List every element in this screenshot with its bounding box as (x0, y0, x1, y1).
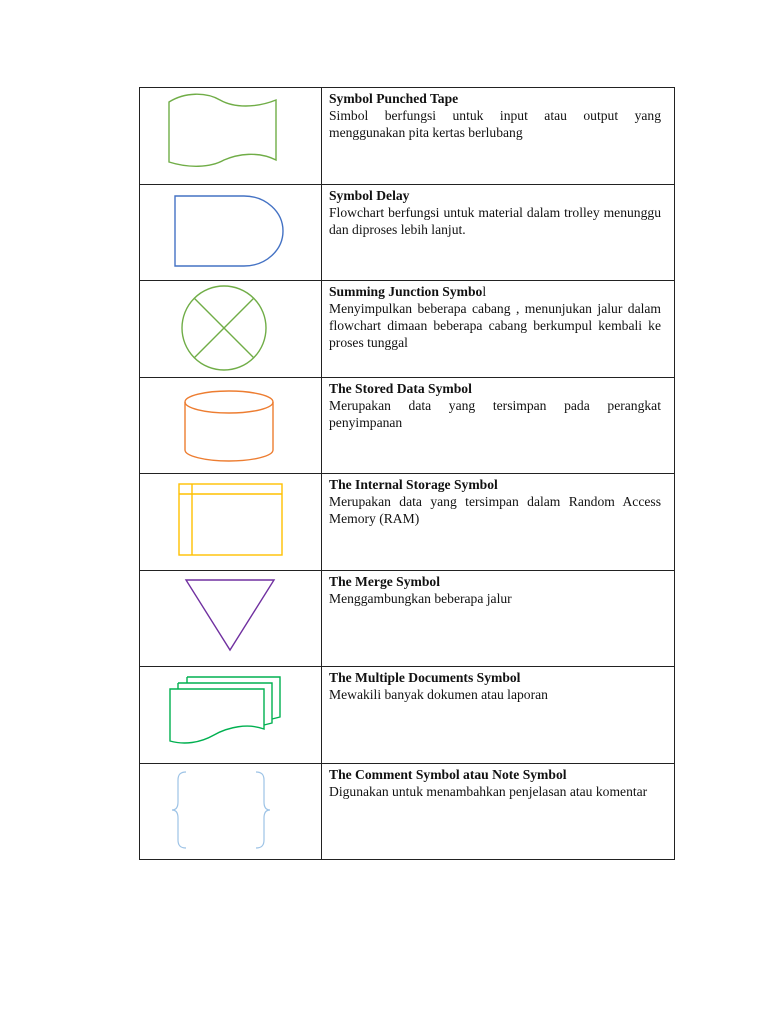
text-cell (322, 474, 675, 571)
text-cell (322, 570, 675, 667)
table-row (140, 474, 675, 571)
symbol-cell (140, 667, 322, 764)
text-cell (322, 88, 675, 185)
row-title-suffix: l (482, 284, 487, 299)
row-title (329, 283, 661, 300)
table-row (140, 570, 675, 667)
delay-icon (140, 185, 321, 279)
row-description: Flowchart berfungsi untuk material dalam trolley menunggu dan diproses lebih lanjut. (329, 204, 661, 237)
symbol-cell (140, 88, 322, 185)
row-title: Symbol Punched Tape (329, 91, 459, 106)
summing-junction-icon (140, 281, 321, 375)
text-cell (322, 184, 675, 281)
internal-storage-icon (140, 474, 321, 568)
row-description: Merupakan data yang tersimpan pada perangkat penyimpanan (329, 397, 661, 430)
table-row (140, 184, 675, 281)
symbol-cell (140, 377, 322, 474)
multiple-documents-icon (140, 667, 321, 761)
row-description: Merupakan data yang tersimpan dalam Random Access Memory (RAM) (329, 494, 661, 526)
row-description: Digunakan untuk menambahkan penjelasan atau komentar (329, 783, 648, 799)
text-cell (322, 377, 675, 474)
text-cell (322, 763, 675, 860)
symbol-table (139, 87, 675, 860)
row-title: Symbol Delay (329, 187, 410, 203)
symbol-cell (140, 570, 322, 667)
merge-icon (140, 571, 321, 665)
row-title: The Stored Data Symbol (329, 380, 472, 396)
row-description: Mewakili banyak dokumen atau laporan (329, 687, 548, 702)
table-row (140, 377, 675, 474)
table-row (140, 667, 675, 764)
row-title: The Internal Storage Symbol (329, 477, 498, 492)
symbol-cell (140, 281, 322, 378)
symbol-cell (140, 184, 322, 281)
symbol-cell (140, 474, 322, 571)
comment-icon (140, 764, 321, 858)
table-row (140, 763, 675, 860)
table-row (140, 88, 675, 185)
row-description: Menggambungkan beberapa jalur (329, 590, 512, 606)
row-title: The Merge Symbol (329, 573, 441, 589)
row-title-main: Summing Junction Symbo (329, 284, 483, 299)
row-description: Menyimpulkan beberapa cabang , menunjukan jalur dalam flowchart dimaan beberapa cabang berkumpul kembali ke proses tunggal (329, 301, 661, 350)
text-cell (322, 281, 675, 378)
table-row (140, 281, 675, 378)
punched-tape-icon (140, 88, 321, 182)
row-title: The Comment Symbol atau Note Symbol (329, 766, 567, 782)
stored-data-icon (140, 378, 321, 472)
symbol-cell (140, 763, 322, 860)
row-description: Simbol berfungsi untuk input atau output yang menggunakan pita kertas berlubang (329, 108, 661, 140)
row-title: The Multiple Documents Symbol (329, 670, 521, 685)
text-cell (322, 667, 675, 764)
